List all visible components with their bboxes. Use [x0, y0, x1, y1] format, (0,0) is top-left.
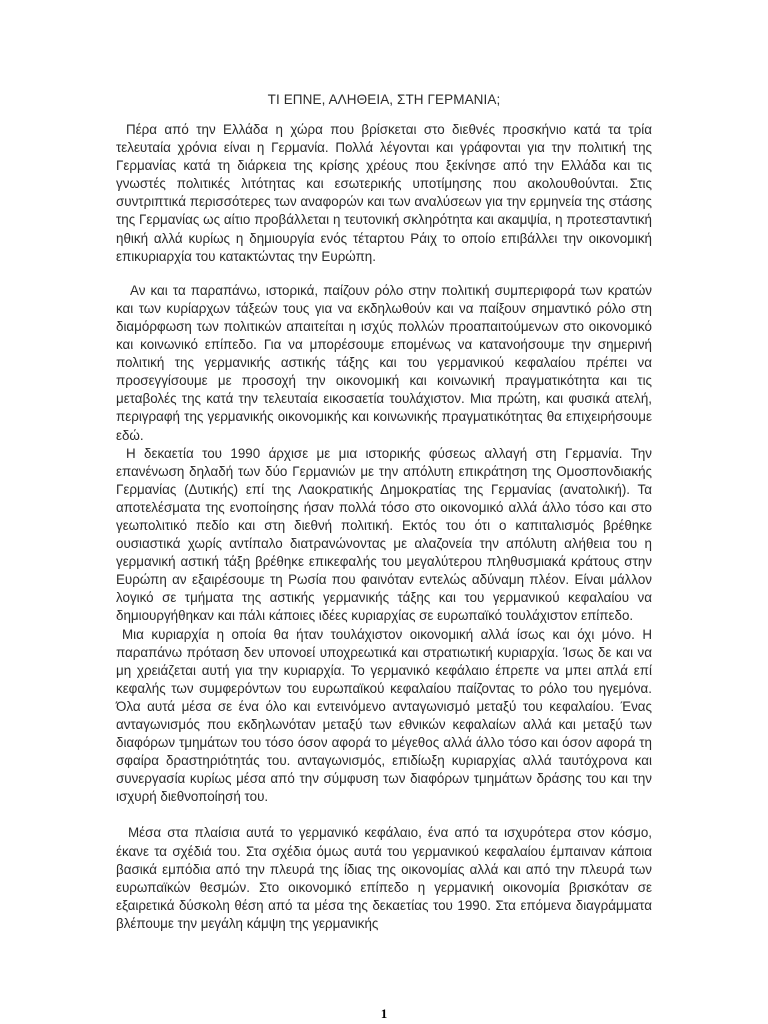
paragraph-3: Η δεκαετία του 1990 άρχισε με μια ιστορικής φύσεως αλλαγή στη Γερμανία. Την επανένωση δηλαδή των δύο Γερμανιών με την απόλυτη επικράτηση της Ομοσπονδιακής Γερμανίας (Δυτικής) επί της Λαοκρατικής Δημοκρατίας της Γερμανίας (ανατολική). Τα αποτελέσματα της ενοποίησης ήσαν πολλά τόσο στο οικονομικό αλλά άλλο τόσο και στο γεωπολιτικό πεδίο και στη διεθνή πολιτική. Εκτός του ότι ο καπιταλισμός βρέθηκε ουσιαστικά χωρίς αντίπαλο διατρανώνοντας με αλαζονεία την απόλυτη αλήθεια του η γερμανική αστική τάξη βρέθηκε επικεφαλής του μεγαλύτερου πληθυσμιακά κράτους στην Ευρώπη αν εξαιρέσουμε τη Ρωσία που φαινόταν εντελώς αδύναμη πλέον. Είναι μάλλον λογικό σε τμήματα της αστικής γερμανικής τάξης και του γερμανικού κεφαλαίου να δημιουργήθηκαν και πάλι κάποιες ιδέες κυριαρχίας σε ευρωπαϊκό τουλάχιστον επίπεδο. [116, 445, 652, 624]
paragraph-4: Μια κυριαρχία η οποία θα ήταν τουλάχιστον οικονομική αλλά ίσως και όχι μόνο. Η παραπάνω πρόταση δεν υπονοεί υποχρεωτικά και στρατιωτική κυριαρχία. Ίσως δε και να μη χρειάζεται αυτή για την κυριαρχία. Το γερμανικό κεφάλαιο έπρεπε να μπει απλά επί κεφαλής των συμφερόντων του ευρωπαϊκού κεφαλαίου παίζοντας το ρόλο του ηγεμόνα. Όλα αυτά μέσα σε ένα όλο και εντεινόμενο ανταγωνισμό μεταξύ του κεφαλαίου. Ένας ανταγωνισμός που εκδηλωνόταν μεταξύ των εθνικών κεφαλαίων αλλά και μεταξύ των διαφόρων τμημάτων του τόσο όσον αφορά το μέγεθος αλλά άλλο τόσο και όσον αφορά τη σφαίρα δραστηριότητάς του. ανταγωνισμός, επιδίωξη κυριαρχίας αλλά ταυτόχρονα και συνεργασία κυρίως μέσα από την σύμφυση των διαφόρων τμημάτων δράσης του και την ισχυρή διεθνοποίησή του. [116, 626, 652, 805]
document-title: ΤΙ ΕΠΝΕ, ΑΛΗΘΕΙΑ, ΣΤΗ ΓΕΡΜΑΝΙΑ; [267, 92, 501, 107]
paragraph-1: Πέρα από την Ελλάδα η χώρα που βρίσκεται στο διεθνές προσκήνιο κατά τα τρία τελευταία χρόνια είναι η Γερμανία. Πολλά λέγονται και γράφονται για την πολιτική της Γερμανίας κατά τη διάρκεια της κρίσης χρέους που ξεκίνησε από την Ελλάδα και τις γνωστές πολιτικές λιτότητας και εσωτερικής υποτίμησης που ακολουθούνται. Στις συντριπτικά περισσότερες των αναφορών και των αναλύσεων για την ερμηνεία της στάσης της Γερμανίας ως αίτιο προβάλλεται η τευτονική σκληρότητα και ακαμψία, η προτεσταντική ηθική αλλά κυρίως η δημιουργία ενός τέταρτου Ράιχ το οποίο επιβάλλει την οικονομική επικυριαρχία του κατακτώντας την Ευρώπη. [116, 122, 652, 264]
paragraph-spacer [116, 806, 652, 824]
paragraph-2: Αν και τα παραπάνω, ιστορικά, παίζουν ρόλο στην πολιτική συμπεριφορά των κρατών και των κυρίαρχων τάξεών τους για να εκδηλωθούν και να παίξουν σημαντικό ρόλο στη διαμόρφωση των πολιτικών απαιτείται η ισχύς πολλών προαπαιτούμενων στο οικονομικό και κοινωνικό επίπεδο. Για να μπορέσουμε επομένως να κατανοήσουμε την σημερινή πολιτική της γερμανικής αστικής τάξης και του γερμανικού κεφαλαίου πρέπει να προσεγγίσουμε με προσοχή την οικονομική και κοινωνική πραγματικότητα και τις μεταβολές της κατά την τελευταία εικοσαετία τουλάχιστον. Μια πρώτη, και φυσικά ατελή, περιγραφή της γερμανικής οικονομικής και κοινωνικής πραγματικότητας θα επιχειρήσουμε εδώ. [116, 282, 652, 443]
paragraph-5: Μέσα στα πλαίσια αυτά το γερμανικό κεφάλαιο, ένα από τα ισχυρότερα στον κόσμο, έκανε τα σχέδιά του. Στα σχέδια όμως αυτά του γερμανικού κεφαλαίου έμπαιναν κάποια βασικά εμπόδια από την πλευρά της ίδιας της οικονομίας αλλά και από την πλευρά των ευρωπαϊκών θεσμών. Στο οικονομικό επίπεδο η γερμανική οικονομία βρισκόταν σε εξαιρετικά δύσκολη θέση από τα μέσα της δεκαετίας του 1990. Στα επόμενα διαγράμματα βλέπουμε την μεγάλη κάμψη της γερμανικής [116, 825, 652, 931]
document-page [116, 92, 652, 933]
paragraph-spacer [116, 266, 652, 282]
page-number: 1 [380, 1006, 388, 1021]
